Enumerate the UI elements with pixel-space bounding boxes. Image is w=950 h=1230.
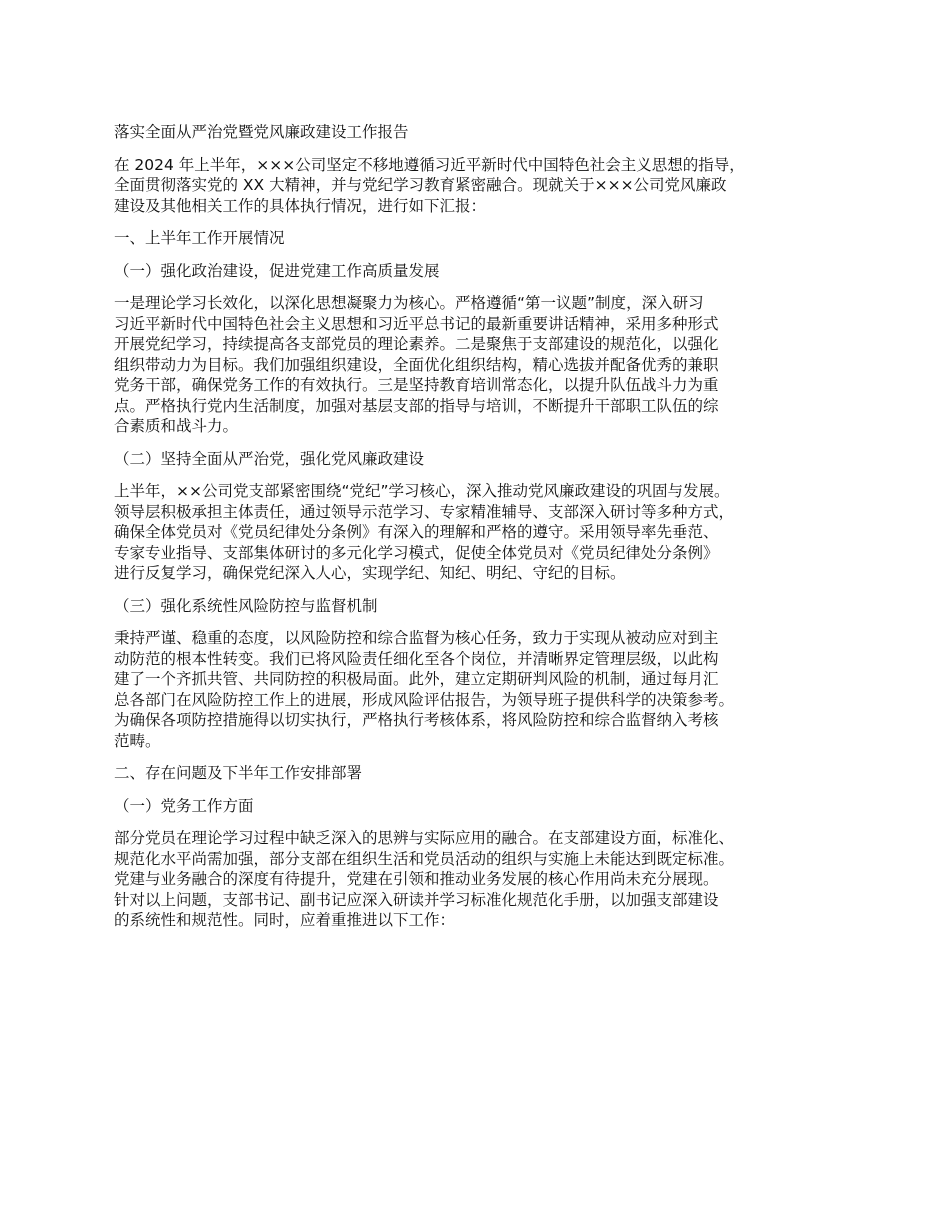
text-line: 一是理论学习长效化，以深化思想凝聚力为核心。严格遵循“第一议题”制度，深入研习: [114, 294, 704, 312]
document-page: [114, 122, 856, 943]
text-line: 秉持严谨、稳重的态度，以风险防控和综合监督为核心任务，致力于实现从被动应对到主: [114, 629, 719, 647]
text-line: 全面贯彻落实党的 XX 大精神，并与党纪学习教育紧密融合。现就关于×××公司党风廉政: [114, 176, 727, 194]
text-line: 点。严格执行党内生活制度，加强对基层支部的指导与培训，不断提升干部职工队伍的综: [114, 396, 719, 415]
text-line: 建了一个齐抓共管、共同防控的积极局面。此外，建立定期研判风险的机制，通过每月汇: [114, 670, 719, 688]
text-line: 部分党员在理论学习过程中缺乏深入的思辨与实际应用的融合。在支部建设方面，标准化、: [114, 829, 735, 847]
text-line: 习近平新时代中国特色社会主义思想和习近平总书记的最新重要讲话精神，采用多种形式: [114, 314, 719, 333]
document-title: 落实全面从严治党暨党风廉政建设工作报告: [114, 123, 409, 141]
paragraph: [114, 628, 856, 751]
subsection-heading: （二）坚持全面从严治党，强化党风廉政建设: [114, 449, 425, 468]
text-line: 为确保各项防控措施得以切实执行，严格执行考核体系，将风险防控和综合监督纳入考核: [114, 711, 719, 729]
text-line: 组织带动力为目标。我们加强组织建设，全面优化组织结构，精心选拔并配备优秀的兼职: [114, 355, 719, 374]
subsection-heading: （一）党务工作方面: [114, 796, 254, 815]
text-line: 确保全体党员对《党员纪律处分条例》有深入的理解和严格的遵守。采用领导率先垂范、: [114, 523, 719, 541]
text-line: 领导层积极承担主体责任，通过领导示范学习、专家精准辅导、支部深入研讨等多种方式，: [114, 502, 735, 521]
text-line: 动防范的根本性转变。我们已将风险责任细化至各个岗位，并清晰界定管理层级，以此构: [114, 649, 719, 668]
text-line: 针对以上问题，支部书记、副书记应深入研读并学习标准化规范化手册，以加强支部建设: [114, 890, 719, 909]
text-line: 上半年，××公司党支部紧密围绕“党纪”学习核心，深入推动党风廉政建设的巩固与发展。: [114, 482, 730, 500]
paragraph: [114, 828, 856, 931]
text-line: 合素质和战斗力。: [114, 417, 239, 435]
text-line: 的系统性和规范性。同时，应着重推进以下工作：: [114, 911, 456, 929]
subsection-heading: （一）强化政治建设，促进党建工作高质量发展: [114, 261, 440, 280]
text-line: 范畴。: [114, 731, 161, 750]
text-line: 总各部门在风险防控工作上的进展，形成风险评估报告，为领导班子提供科学的决策参考。: [114, 690, 735, 709]
intro-paragraph: [114, 155, 856, 217]
section-heading: 一、上半年工作开展情况: [114, 229, 285, 247]
text-line: 专家专业指导、支部集体研讨的多元化学习模式，促使全体党员对《党员纪律处分条例》: [114, 543, 719, 562]
text-line: 在 2024 年上半年，×××公司坚定不移地遵循习近平新时代中国特色社会主义思想的指导，: [114, 155, 745, 174]
subsection-heading: （三）强化系统性风险防控与监督机制: [114, 596, 378, 615]
paragraph: [114, 481, 856, 584]
text-line: 进行反复学习，确保党纪深入人心，实现学纪、知纪、明纪、守纪的目标。: [114, 564, 626, 582]
text-line: 建设及其他相关工作的具体执行情况，进行如下汇报：: [114, 196, 487, 215]
text-line: 党务干部，确保党务工作的有效执行。三是坚持教育培训常态化，以提升队伍战斗力为重: [114, 376, 719, 394]
text-line: 规范化水平尚需加强，部分支部在组织生活和党员活动的组织与实施上未能达到既定标准。: [114, 849, 735, 868]
paragraph: [114, 293, 856, 437]
text-line: 开展党纪学习，持续提高各支部党员的理论素养。二是聚焦于支部建设的规范化，以强化: [114, 335, 719, 353]
text-line: 党建与业务融合的深度有待提升，党建在引领和推动业务发展的核心作用尚未充分展现。: [114, 870, 719, 888]
section-heading: 二、存在问题及下半年工作安排部署: [114, 764, 363, 782]
